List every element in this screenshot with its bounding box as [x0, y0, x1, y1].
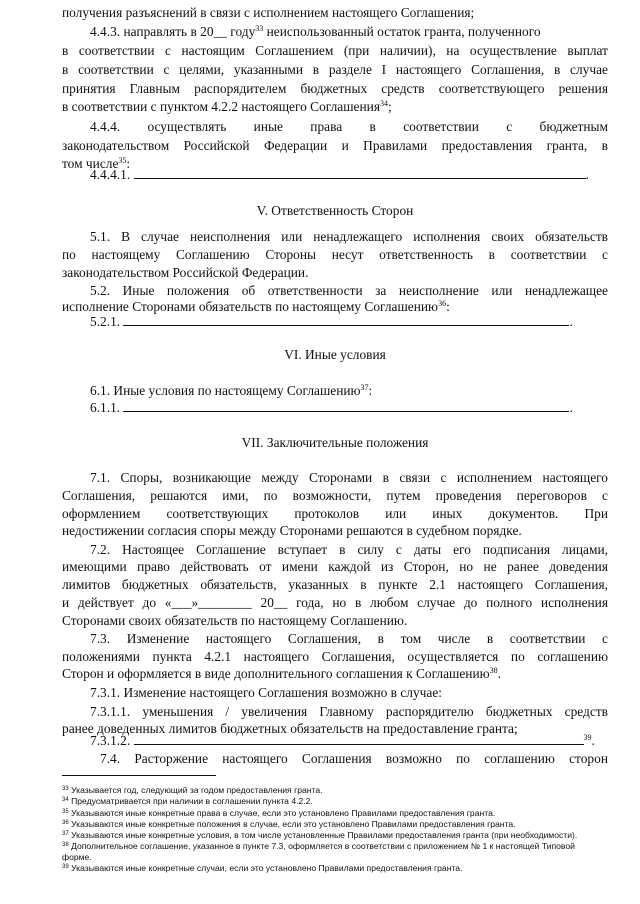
text-line: лимитов бюджетных обязательств, указанных в пункте 2.1 настоящего Соглашения,: [62, 577, 608, 592]
footnote-divider: [62, 775, 216, 776]
fill-blank: [134, 732, 584, 745]
clause-7-3-1-2: 7.3.1.2. $^{39}$.: [90, 733, 595, 748]
text-line: Сторон и оформляется в виде дополнительного соглашения к Соглашению$^{38}$.: [62, 666, 501, 681]
text-line: принятия Главным распорядителем бюджетных средств соответствующего решения: [62, 81, 608, 96]
clause-6-1: 6.1. Иные условия по настоящему Соглашению$^{37}$:: [90, 383, 373, 398]
clause-6-1-1: 6.1.1. .: [90, 400, 573, 415]
section-heading-v: V. Ответственность Сторон: [256, 203, 414, 218]
text-line: положениями пункта 4.2.1 настоящего Соглашения, осуществляется по соглашению: [62, 649, 608, 664]
footnote: $^{36}$ Указываются иные конкретные положения в случае, если это установлено Правилами предоставления гранта.: [62, 819, 516, 829]
section-heading-vi: VI. Иные условия: [284, 347, 386, 362]
clause-7-4: 7.4. Расторжение настоящего Соглашения возможно по соглашению сторон: [100, 751, 608, 766]
clause-7-3-1: 7.3.1. Изменение настоящего Соглашения возможно в случае:: [90, 685, 442, 700]
text-line: ранее доведенных лимитов бюджетных обязательств на предоставление гранта;: [62, 721, 518, 736]
text-line: исполнение Сторонами обязательств по настоящему Соглашению$^{36}$:: [62, 299, 450, 314]
clause-4-4-3: 4.4.3. направлять в 20__ году$^{33}$ неиспользованный остаток гранта, полученного: [90, 24, 541, 39]
text-line: по настоящему Соглашению Стороны несут ответственность в соответствии с: [62, 247, 608, 262]
clause-4-4-4: 4.4.4. осуществлять иные права в соответствии с бюджетным: [90, 119, 608, 134]
clause-7-3-1-1: 7.3.1.1. уменьшения / увеличения Главному распорядителю бюджетных средств: [90, 704, 608, 719]
clause-7-2: 7.2. Настоящее Соглашение вступает в силу с даты его подписания лицами,: [90, 542, 608, 557]
footnote: $^{39}$ Указываются иные конкретные случаи, если это установлено Правилами предоставления гранта.: [62, 863, 463, 873]
text-line: Сторонами своих обязательств по настоящему Соглашению.: [62, 613, 408, 628]
text-line: в соответствии с целями, указанными в разделе I настоящего Соглашения, в случае: [62, 62, 608, 77]
text-line: том числе$^{35}$:: [62, 156, 131, 171]
text-line: в соответствии с настоящим Соглашением (при наличии), на осуществление выплат: [62, 43, 608, 58]
footnote: форме.: [62, 852, 92, 862]
fill-blank: [134, 166, 586, 179]
text-line: недостижении согласия споры между Сторонами решаются в судебном порядке.: [62, 523, 522, 538]
clause-7-1: 7.1. Споры, возникающие между Сторонами в связи с исполнением настоящего: [90, 470, 608, 485]
footnote: $^{35}$ Указываются иные конкретные права в случае, если это установлено Правилами предоставления гранта.: [62, 808, 496, 818]
section-heading-vii: VII. Заключительные положения: [241, 435, 429, 450]
clause-5-2-1: 5.2.1. .: [90, 314, 573, 329]
text-line: законодательством Российской Федерации.: [62, 265, 309, 280]
footnote: $^{37}$ Указываются иные конкретные условия, в том числе установленные Правилами предоставления гранта (при необходимости).: [62, 830, 578, 840]
text-line: получения разъяснений в связи с исполнением настоящего Соглашения;: [62, 5, 475, 20]
text-line: законодательством Российской Федерации и Правилами предоставления гранта, в: [62, 138, 608, 153]
text-line: имеющими право действовать от имени каждой из Сторон, но не ранее доведения: [62, 559, 608, 574]
footnote: $^{33}$ Указывается год, следующий за годом предоставления гранта.: [62, 785, 323, 795]
clause-4-4-4-1: 4.4.4.1. .: [90, 167, 589, 182]
text-line: Соглашения, решаются ими, по возможности, путем проведения переговоров с: [62, 488, 608, 503]
fill-blank: [123, 313, 569, 326]
fill-blank: [123, 399, 569, 412]
clause-7-3: 7.3. Изменение настоящего Соглашения, в том числе в соответствии с: [90, 631, 608, 646]
text-line: в соответствии с пунктом 4.2.2 настоящего Соглашения$^{34}$;: [62, 99, 392, 114]
text-line: оформлением соответствующих протоколов или иных документов. При: [62, 506, 608, 521]
clause-5-2: 5.2. Иные положения об ответственности за неисполнение или ненадлежащее: [90, 283, 608, 298]
text-line: и действует до «___»________ 20__ года, но в любом случае до полного исполнения: [62, 595, 608, 610]
clause-5-1: 5.1. В случае неисполнения или ненадлежащего исполнения своих обязательств: [90, 229, 608, 244]
footnote: $^{38}$ Дополнительное соглашение, указанное в пункте 7.3, оформляется в соответствии с приложением № 1 к настоящей Типовой: [62, 841, 575, 851]
footnote: $^{34}$ Предусматривается при наличии в соглашении пункта 4.2.2.: [62, 796, 313, 806]
